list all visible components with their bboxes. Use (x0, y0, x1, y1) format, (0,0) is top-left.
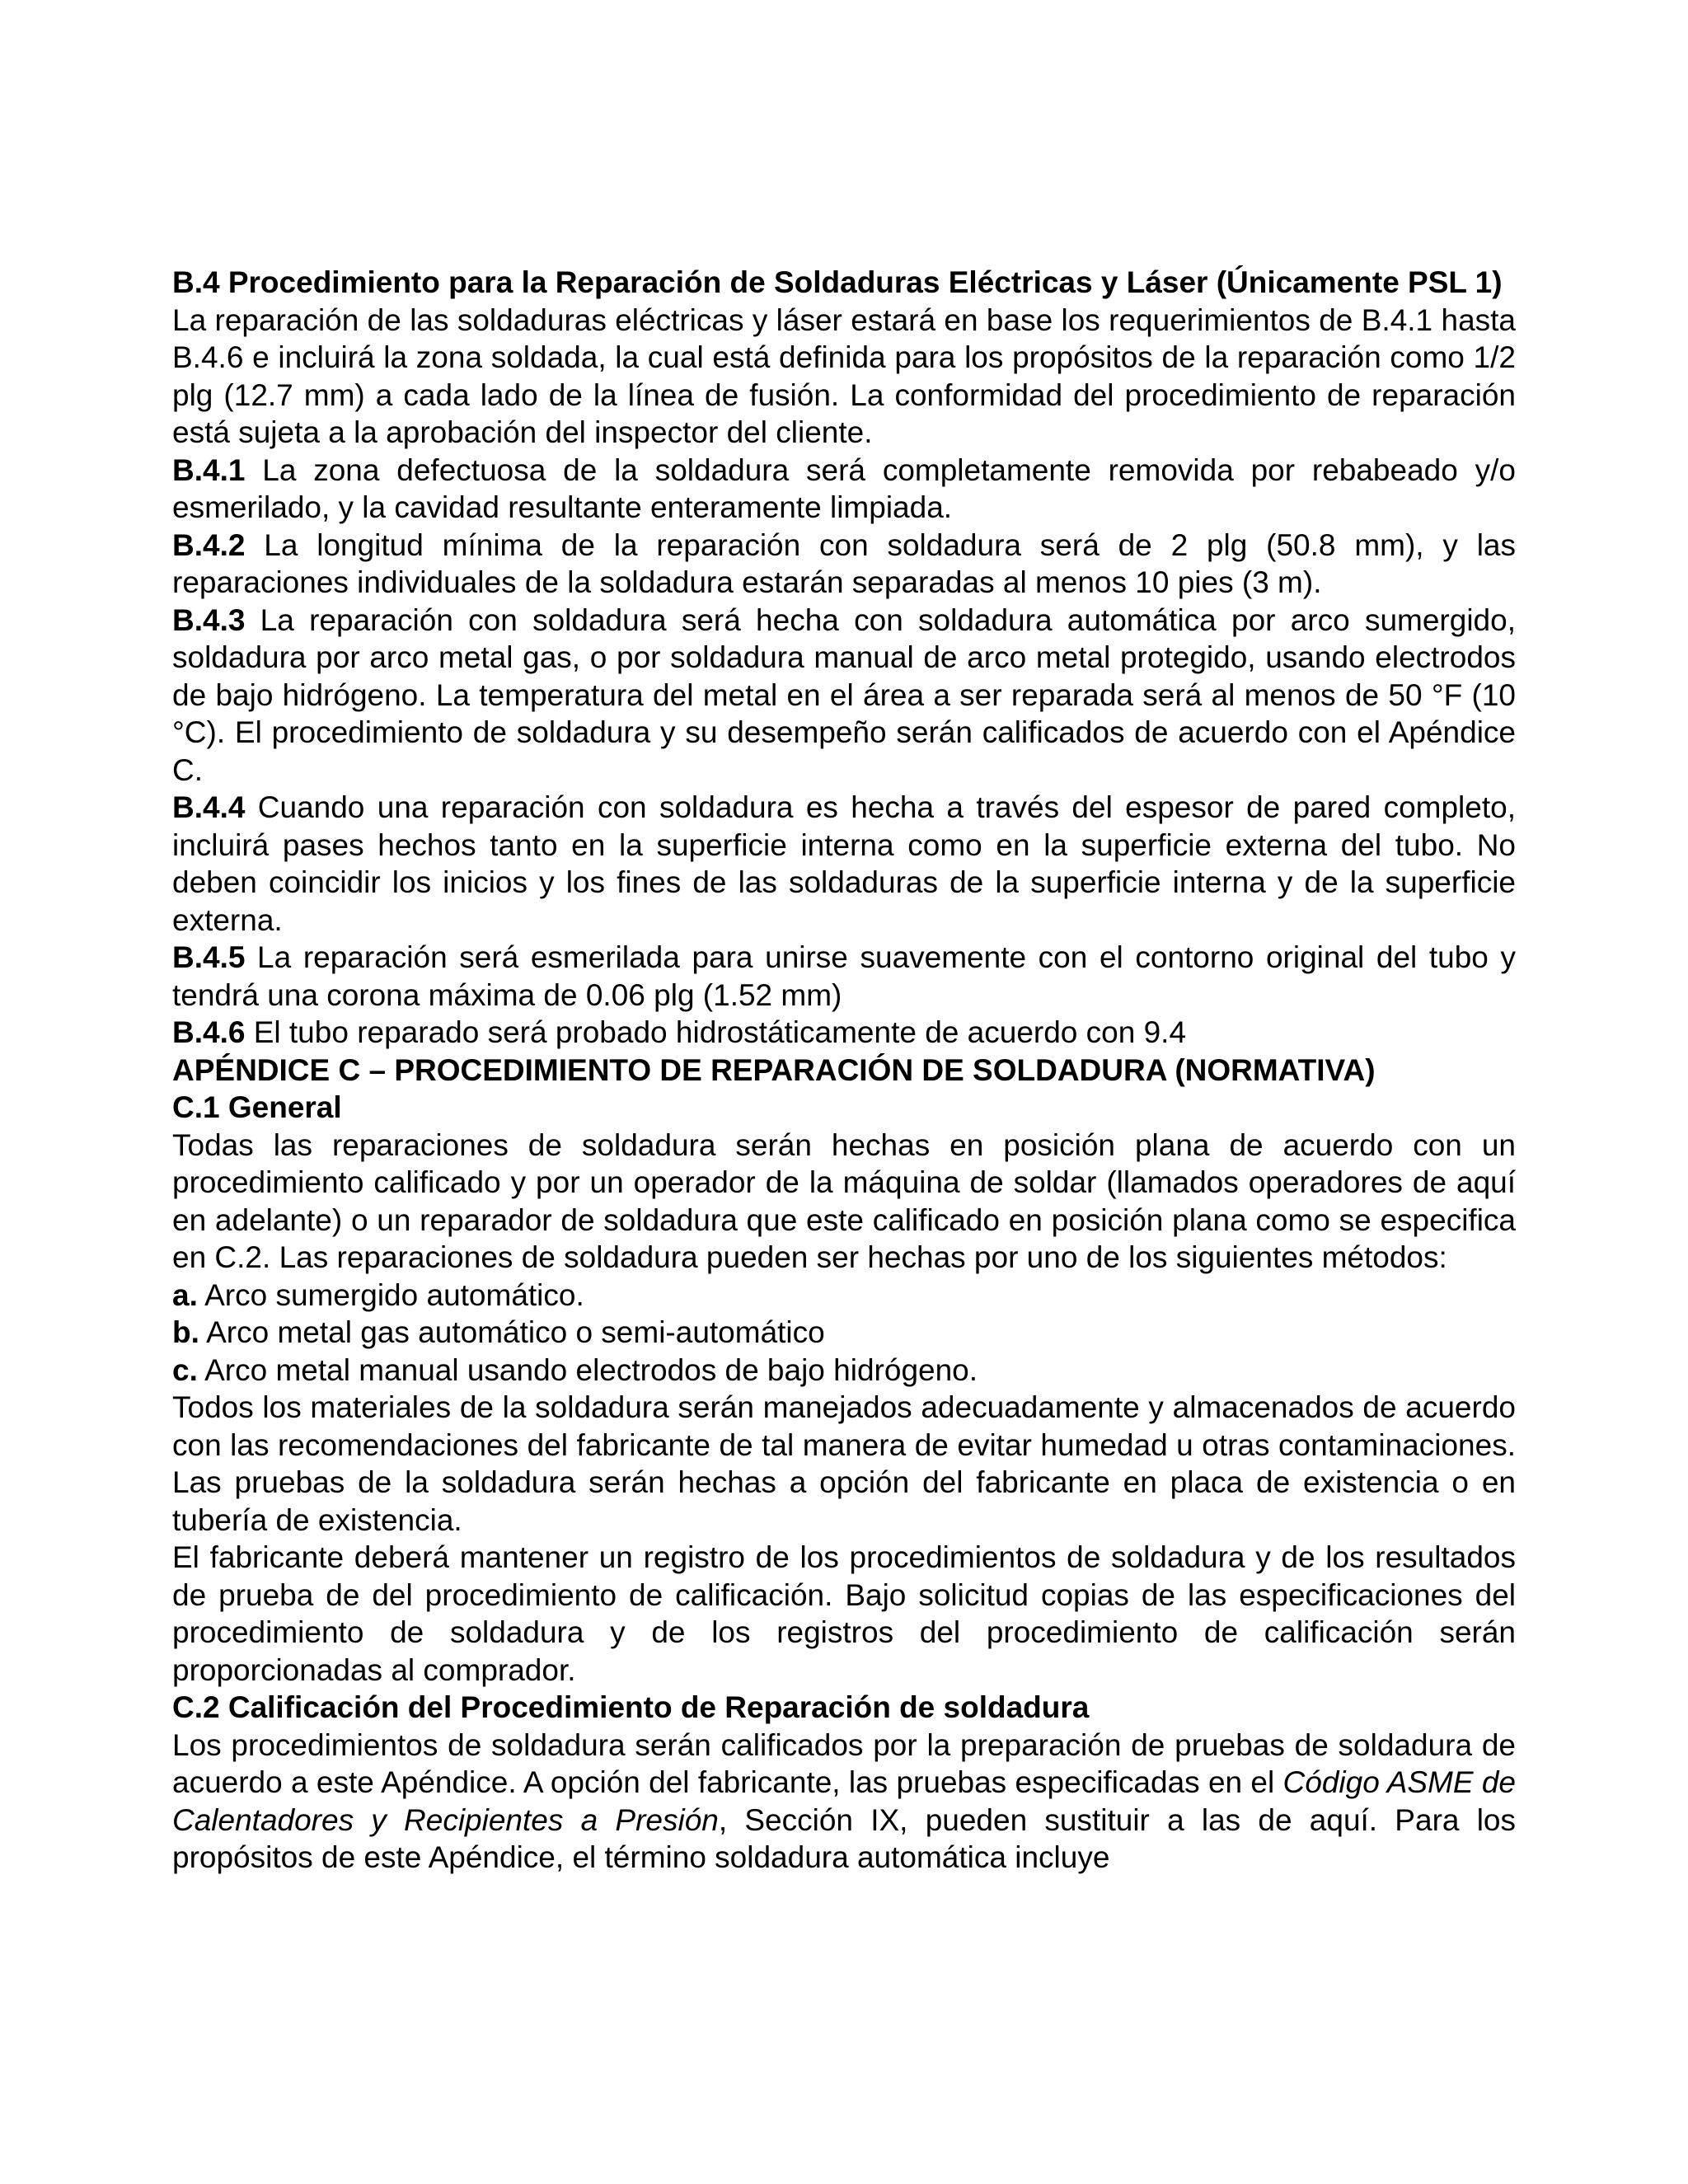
section-c1-intro: Todas las reparaciones de soldadura serán hechas en posición plana de acuerdo con un procedimiento calificado y por un operador de la máquina de soldar (llamados operadores de aquí en adelante) o un reparador de soldadura que este calificado en posición plana como se especifica en C.2. Las reparaciones de soldadura pueden ser hechas por uno de los siguientes métodos: (172, 1127, 1516, 1274)
clause-label: B.4.5 (172, 940, 246, 974)
document-page (172, 264, 1516, 1877)
clause-b4-4 (172, 789, 1516, 939)
clause-label: B.4.4 (172, 790, 246, 824)
clause-text: La reparación será esmerilada para unirse suavemente con el contorno original del tubo y tendrá una corona máxima de 0.06 plg (1.52 mm) (172, 940, 1516, 1012)
appendix-c-heading: APÉNDICE C – PROCEDIMIENTO DE REPARACIÓN DE SOLDADURA (NORMATIVA) (172, 1052, 1376, 1087)
clause-b4-6 (172, 1014, 1516, 1052)
method-text: Arco sumergido automático. (197, 1277, 584, 1312)
method-item-b (172, 1314, 1516, 1352)
section-c1-paragraph-3: El fabricante deberá mantener un registro de los procedimientos de soldadura y de los resultados de prueba de del procedimiento de calificación. Bajo solicitud copias de las especificaciones del procedimiento de soldadura y de los registros del procedimiento de calificación serán proporcionadas al comprador. (172, 1540, 1516, 1687)
clause-text: La zona defectuosa de la soldadura será completamente removida por rebabeado y/o esmerilado, y la cavidad resultante enteramente limpiada. (172, 452, 1516, 524)
section-b4-heading: B.4 Procedimiento para la Reparación de Soldaduras Eléctricas y Láser (Únicamente PSL 1) (172, 265, 1503, 299)
method-text: Arco metal gas automático o semi-automático (199, 1315, 825, 1349)
clause-text: Cuando una reparación con soldadura es hecha a través del espesor de pared completo, incluirá pases hechos tanto en la superficie interna como en la superficie externa del tubo. No deben coincidir los inicios y los fines de las soldaduras de la superficie interna y de la superficie externa. (172, 790, 1516, 937)
section-c2-heading: C.2 Calificación del Procedimiento de Reparación de soldadura (172, 1690, 1090, 1724)
method-item-c (172, 1352, 1516, 1390)
clause-label: B.4.2 (172, 527, 246, 562)
method-text: Arco metal manual usando electrodos de bajo hidrógeno. (197, 1352, 978, 1387)
method-item-a (172, 1277, 1516, 1315)
clause-b4-2 (172, 527, 1516, 602)
method-label: b. (172, 1315, 199, 1349)
method-label: a. (172, 1277, 198, 1312)
clause-text: La longitud mínima de la reparación con soldadura será de 2 plg (50.8 mm), y las reparaciones individuales de la soldadura estarán separadas al menos 10 pies (3 m). (172, 527, 1516, 599)
clause-b4-1 (172, 452, 1516, 527)
clause-text: La reparación con soldadura será hecha con soldadura automática por arco sumergido, soldadura por arco metal gas, o por soldadura manual de arco metal protegido, usando electrodos de bajo hidrógeno. La temperatura del metal en el área a ser reparada será al menos de 50 °F (10 °C). El procedimiento de soldadura y su desempeño serán calificados de acuerdo con el Apéndice C. (172, 602, 1516, 787)
section-c1-paragraph-2: Todos los materiales de la soldadura serán manejados adecuadamente y almacenados de acuerdo con las recomendaciones del fabricante de tal manera de evitar humedad u otras contaminaciones. Las pruebas de la soldadura serán hechas a opción del fabricante en placa de existencia o en tubería de existencia. (172, 1390, 1516, 1537)
section-c1-heading: C.1 General (172, 1090, 342, 1124)
asme-code-title: Código ASME de Calentadores y Recipientes a Presión (172, 1765, 1516, 1837)
clause-b4-3 (172, 602, 1516, 790)
clause-label: B.4.1 (172, 452, 246, 487)
c2-text-before: Los procedimientos de soldadura serán calificados por la preparación de pruebas de soldadura de acuerdo a este Apéndice. A opción del fabricante, las pruebas especificadas en el (172, 1727, 1516, 1799)
clause-b4-5 (172, 939, 1516, 1014)
method-label: c. (172, 1352, 198, 1387)
clause-text: El tubo reparado será probado hidrostáticamente de acuerdo con 9.4 (245, 1015, 1187, 1049)
section-b4-intro: La reparación de las soldaduras eléctricas y láser estará en base los requerimientos de B.4.1 hasta B.4.6 e incluirá la zona soldada, la cual está definida para los propósitos de la reparación como 1/2 plg (12.7 mm) a cada lado de la línea de fusión. La conformidad del procedimiento de reparación está sujeta a la aprobación del inspector del cliente. (172, 302, 1516, 449)
clause-label: B.4.3 (172, 602, 246, 637)
section-c2-paragraph (172, 1727, 1516, 1877)
c2-text-after: , Sección IX, pueden sustituir a las de aquí. Para los propósitos de este Apéndice, el término soldadura automática incluye (172, 1802, 1516, 1874)
clause-label: B.4.6 (172, 1015, 246, 1049)
